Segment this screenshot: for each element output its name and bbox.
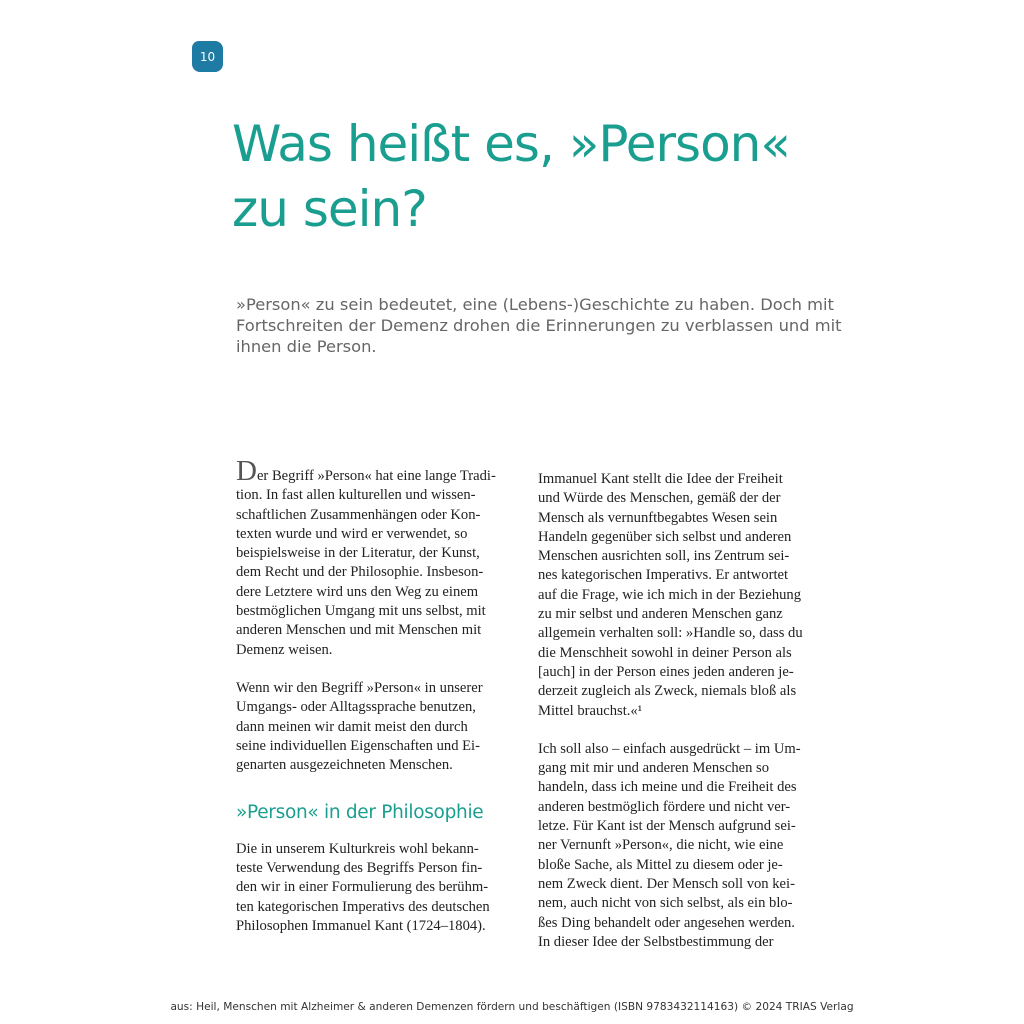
text-line: seine individuellen Eigenschaften und Ei- <box>236 737 480 754</box>
text-line: In dieser Idee der Selbstbestimmung der <box>538 933 774 950</box>
text-line: anderen Menschen und mit Menschen mit <box>236 622 482 639</box>
body-paragraph <box>538 740 828 952</box>
text-line: Ich soll also – einfach ausgedrückt – im Um- <box>538 740 801 757</box>
text-line: beispielsweise in der Literatur, der Kunst, <box>236 545 480 562</box>
text-line: ßes Ding behandelt oder angesehen werden. <box>538 914 795 931</box>
text-line: texten wurde und wird er verwendet, so <box>236 525 468 542</box>
title-line-2: zu sein? <box>232 180 427 238</box>
text-line: Die in unserem Kulturkreis wohl bekann- <box>236 840 479 857</box>
text-line: handeln, dass ich meine und die Freiheit des <box>538 779 797 796</box>
text-line: gang mit mir und anderen Menschen so <box>538 760 770 777</box>
page-number-badge: 10 <box>192 41 223 72</box>
text-line: derzeit zugleich als Zweck, niemals bloß als <box>538 683 797 700</box>
text-line: tion. In fast allen kulturellen und wissen- <box>236 487 476 504</box>
text-line: Handeln gegenüber sich selbst und anderen <box>538 528 792 545</box>
text-line: [auch] in der Person eines jeden anderen je- <box>538 663 794 680</box>
text-line: nem Zweck dient. Der Mensch soll von kei- <box>538 875 795 892</box>
text-line: Mensch als vernunftbegabtes Wesen sein <box>538 509 778 526</box>
text-line: nem, auch nicht von sich selbst, als ein blo- <box>538 895 793 912</box>
right-column <box>538 470 828 971</box>
section-subheading: »Person« in der Philosophie <box>236 802 484 824</box>
text-line: schaftlichen Zusammenhängen oder Kon- <box>236 506 481 523</box>
body-paragraph <box>538 470 828 721</box>
text-line: dann meinen wir damit meist den durch <box>236 718 468 735</box>
text-line: Immanuel Kant stellt die Idee der Freiheit <box>538 471 783 487</box>
source-footer: aus: Heil, Menschen mit Alzheimer & anderen Demenzen fördern und beschäftigen (ISBN 9783432114163) © 2024 TRIAS Verlag <box>170 1001 854 1013</box>
lead-line: »Person« zu sein bedeutet, eine (Lebens-)Geschichte zu haben. Doch mit <box>236 295 834 314</box>
lead-line: ihnen die Person. <box>236 337 377 356</box>
first-line-text: er Begriff »Person« hat eine lange Tradi- <box>256 468 496 484</box>
text-line: teste Verwendung des Begriffs Person fin- <box>236 860 483 877</box>
intro-paragraph <box>236 455 526 660</box>
title-line-1: Was heißt es, »Person« <box>232 115 790 173</box>
first-line <box>236 455 526 487</box>
text-line: auf die Frage, wie ich mich in der Beziehung <box>538 586 802 603</box>
lead-line: Fortschreiten der Demenz drohen die Erinnerungen zu verblassen und mit <box>236 316 842 335</box>
text-line: dere Letztere wird uns den Weg zu einem <box>236 583 479 600</box>
body-paragraph <box>236 840 526 936</box>
page-title <box>232 112 872 242</box>
text-line: die Menschheit sowohl in deiner Person als <box>538 644 792 661</box>
text-line: Demenz weisen. <box>236 641 333 658</box>
text-line: Umgangs- oder Alltagssprache benutzen, <box>236 699 476 716</box>
text-line: Mittel brauchst.«¹ <box>538 702 643 719</box>
left-column <box>236 455 526 955</box>
text-line: anderen bestmöglich fördere und nicht ver- <box>538 798 791 815</box>
text-line: ten kategorischen Imperativs des deutschen <box>236 898 490 915</box>
text-line: nes kategorischen Imperativs. Er antwortet <box>538 567 789 584</box>
text-line: und Würde des Menschen, gemäß der der <box>538 490 781 507</box>
text-line: genarten ausgezeichneten Menschen. <box>236 757 453 774</box>
text-line: bloße Sache, als Mittel zu diesem oder je- <box>538 856 783 873</box>
text-line: Philosophen Immanuel Kant (1724–1804). <box>236 917 486 934</box>
text-line: allgemein verhalten soll: »Handle so, dass du <box>538 625 803 642</box>
text-line: dem Recht und der Philosophie. Insbeson- <box>236 564 484 581</box>
text-line: Menschen ausrichten soll, ins Zentrum sei- <box>538 548 790 565</box>
text-line: bestmöglichen Umgang mit uns selbst, mit <box>236 603 486 620</box>
text-line: zu mir selbst und anderen Menschen ganz <box>538 606 783 623</box>
text-line: den wir in einer Formulierung des berühm- <box>236 879 489 896</box>
text-line: ner Vernunft »Person«, die nicht, wie eine <box>538 837 784 854</box>
drop-cap: D <box>236 455 257 487</box>
text-line: Wenn wir den Begriff »Person« in unserer <box>236 679 483 696</box>
lead-paragraph <box>236 294 842 357</box>
body-paragraph <box>236 679 526 775</box>
text-line: letze. Für Kant ist der Mensch aufgrund sei- <box>538 818 796 835</box>
